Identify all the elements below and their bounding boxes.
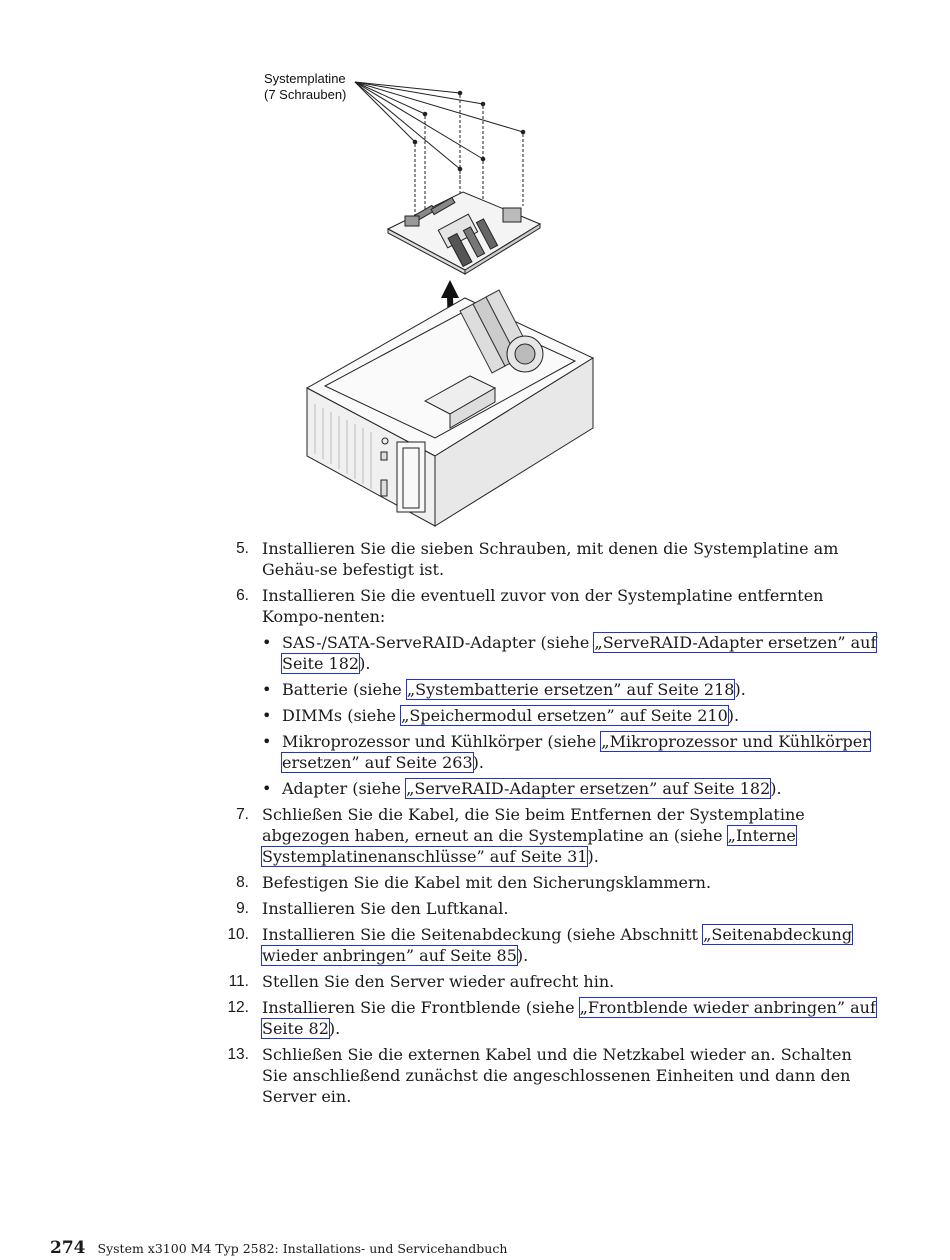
list-item	[262, 778, 882, 799]
step-12	[222, 997, 882, 1039]
cross-reference-link[interactable]: „Speichermodul ersetzen” auf Seite 210	[401, 706, 728, 725]
system-board	[388, 192, 540, 274]
page-number: 274	[50, 1238, 86, 1258]
step-text-end: ).	[516, 946, 529, 965]
step-number: 9.	[236, 900, 249, 917]
item-text: Mikroprozessor und Kühlkörper (siehe	[282, 732, 602, 751]
step-number: 10.	[227, 926, 249, 943]
procedure-steps	[222, 538, 882, 1112]
step-text: Schließen Sie die Kabel, die Sie beim Entfernen der Systemplatine abgezogen haben, erneut an die Systemplatine an (siehe	[262, 805, 805, 845]
step-8	[222, 872, 882, 893]
step-text: Stellen Sie den Server wieder aufrecht hin.	[262, 972, 615, 991]
system-board-illustration	[255, 66, 600, 530]
component-list	[262, 632, 882, 799]
page-footer	[50, 1238, 507, 1258]
bullet-icon: •	[262, 706, 272, 725]
item-text: Adapter (siehe	[282, 779, 407, 798]
step-11	[222, 971, 882, 992]
list-item	[262, 632, 882, 674]
bullet-icon: •	[262, 779, 272, 798]
bullet-icon: •	[262, 633, 272, 652]
cross-reference-link[interactable]: „Mikroprozessor und Kühlkörper ersetzen” auf Seite 263	[282, 732, 870, 772]
step-number: 7.	[236, 806, 249, 823]
cross-reference-link[interactable]: „Frontblende wieder anbringen” auf Seite 82	[262, 998, 876, 1038]
step-text: Befestigen Sie die Kabel mit den Sicherungsklammern.	[262, 873, 712, 892]
step-number: 8.	[236, 874, 249, 891]
step-number: 13.	[227, 1046, 249, 1063]
step-text: Installieren Sie die sieben Schrauben, mit denen die Systemplatine am Gehäu-se befestigt ist.	[262, 539, 839, 579]
cross-reference-link[interactable]: „ServeRAID-Adapter ersetzen” auf Seite 182	[406, 779, 771, 798]
figure-callout	[264, 71, 346, 103]
list-item	[262, 705, 882, 726]
item-text: DIMMs (siehe	[282, 706, 402, 725]
list-item	[262, 731, 882, 773]
step-10	[222, 924, 882, 966]
list-item	[262, 679, 882, 700]
step-7	[222, 804, 882, 867]
book-title: System x3100 M4 Typ 2582: Installations- und Servicehandbuch	[97, 1241, 508, 1256]
step-9	[222, 898, 882, 919]
step-13	[222, 1044, 882, 1107]
item-text-end: ).	[770, 779, 782, 798]
step-6	[222, 585, 882, 799]
cross-reference-link[interactable]: „Seitenabdeckung wieder anbringen” auf Seite 85	[262, 925, 853, 965]
item-text-end: ).	[734, 680, 746, 699]
step-text: Installieren Sie die eventuell zuvor von der Systemplatine entfernten Kompo-nenten:	[262, 586, 824, 626]
step-number: 5.	[236, 540, 249, 557]
item-text-end: ).	[727, 706, 740, 725]
cross-reference-link[interactable]: „Systembatterie ersetzen” auf Seite 218	[406, 680, 735, 699]
step-number: 12.	[227, 999, 249, 1016]
step-text-end: ).	[587, 847, 599, 866]
cross-reference-link[interactable]: „Interne Systemplatinenanschlüsse” auf Seite 31	[262, 826, 796, 866]
item-text-end: ).	[472, 753, 484, 772]
step-number: 11.	[228, 973, 249, 990]
item-text: SAS-/SATA-ServeRAID-Adapter (siehe	[282, 633, 595, 652]
step-text: Installieren Sie die Frontblende (siehe	[262, 998, 580, 1017]
bullet-icon: •	[262, 680, 272, 699]
bullet-icon: •	[262, 732, 272, 751]
callout-title: Systemplatine	[264, 71, 346, 86]
server-chassis	[307, 290, 593, 526]
step-5	[222, 538, 882, 580]
step-text: Installieren Sie die Seitenabdeckung (siehe Abschnitt	[262, 925, 704, 944]
callout-subtitle: (7 Schrauben)	[264, 87, 347, 102]
step-text: Schließen Sie die externen Kabel und die Netzkabel wieder an. Schalten Sie anschließend zunächst die angeschlossenen Einheiten und dann den Server ein.	[262, 1045, 852, 1106]
step-number: 6.	[236, 587, 249, 604]
callout-leader-lines	[355, 82, 523, 169]
screws	[413, 91, 525, 171]
item-text: Batterie (siehe	[282, 680, 407, 699]
step-text-end: ).	[328, 1019, 341, 1038]
step-text: Installieren Sie den Luftkanal.	[262, 899, 509, 918]
item-text-end: ).	[359, 654, 371, 673]
cross-reference-link[interactable]: „ServeRAID-Adapter ersetzen” auf Seite 182	[282, 633, 877, 673]
